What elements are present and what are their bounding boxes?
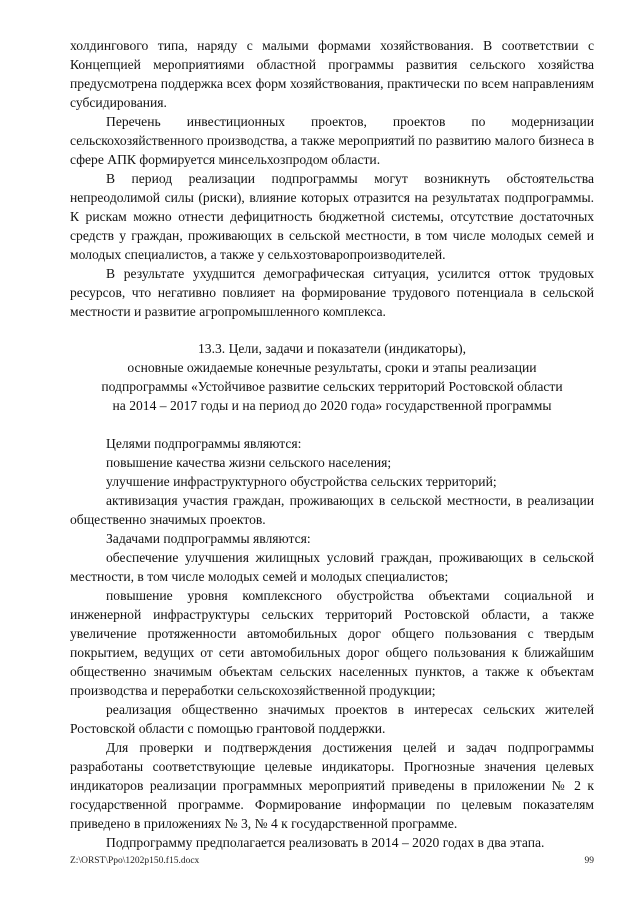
paragraph-risks: В период реализации подпрограммы могут возникнуть обстоятельства непреодолимой силы (риски), влияние которых отразится на результатах подпрограммы. К рискам можно отнести дефицитность бюджетной системы, отсутствие достаточных средств у граждан, проживающих в сельской местности, в том числе молодых семей и молодых специалистов, а также у сельхозтоваропроизводителей.: [70, 171, 594, 262]
paragraph-demographic: В результате ухудшится демографическая ситуация, усилится отток трудовых ресурсов, что негативно повлияет на формирование трудового потенциала в сельской местности и развитие агропромышленного комплекса.: [70, 266, 594, 319]
paragraph-implementation-stages: Подпрограмму предполагается реализовать в 2014 – 2020 годах в два этапа.: [106, 835, 545, 850]
section-heading: [70, 339, 594, 415]
paragraph-goal-item: улучшение инфраструктурного обустройства сельских территорий;: [106, 474, 497, 489]
paragraph-investment-projects: Перечень инвестиционных проектов, проектов по модернизации сельскохозяйственного производства, а также мероприятий по развитию малого бизнеса в сфере АПК формируется минсельхозпродом области.: [70, 114, 594, 167]
document-body: [70, 36, 594, 852]
paragraph-goals-intro: Целями подпрограммы являются:: [106, 436, 302, 451]
paragraph-continuation: холдингового типа, наряду с малыми формами хозяйствования. В соответствии с Концепцией мероприятиями областной программы развития сельского хозяйства предусмотрена поддержка всех форм хозяйствования, практически по всем направлениям субсидирования.: [70, 38, 594, 110]
paragraph-task-item: обеспечение улучшения жилищных условий граждан, проживающих в сельской местности, в том числе молодых семей и молодых специалистов;: [70, 550, 594, 584]
section-heading-line: на 2014 – 2017 годы и на период до 2020 года» государственной программы: [112, 398, 552, 413]
paragraph-task-item: повышение уровня комплексного обустройства объектами социальной и инженерной инфраструктуры сельских территорий Ростовской области, а также увеличение протяженности автомобильных дорог общего пользования с твердым покрытием, ведущих от сети автомобильных дорог общего пользования к ближайшим общественно значимым объектам сельских населенных пунктов, а также к объектам производства и переработки сельскохозяйственной продукции;: [70, 588, 594, 698]
footer-file-path: Z:\ORST\Ppo\1202p150.f15.docx: [70, 856, 200, 866]
paragraph-goal-item: повышение качества жизни сельского населения;: [106, 455, 392, 470]
paragraph-goal-item: активизация участия граждан, проживающих в сельской местности, в реализации общественно значимых проектов.: [70, 493, 594, 527]
paragraph-indicators: Для проверки и подтверждения достижения целей и задач подпрограммы разработаны соответствующие целевые индикаторы. Прогнозные значения целевых индикаторов реализации программных мероприятий приведены в приложении № 2 к государственной программе. Формирование информации по целевым показателям приведено в приложениях № 3, № 4 к государственной программе.: [70, 740, 594, 831]
section-heading-line: 13.3. Цели, задачи и показатели (индикаторы),: [197, 341, 467, 356]
section-heading-line: основные ожидаемые конечные результаты, сроки и этапы реализации: [127, 360, 537, 375]
paragraph-task-item: реализация общественно значимых проектов в интересах сельских жителей Ростовской области с помощью грантовой поддержки.: [70, 702, 594, 736]
section-heading-line: подпрограммы «Устойчивое развитие сельских территорий Ростовской области: [101, 379, 563, 394]
spacer: [70, 415, 594, 434]
paragraph-tasks-intro: Задачами подпрограммы являются:: [106, 531, 311, 546]
page-number: 99: [584, 856, 594, 866]
